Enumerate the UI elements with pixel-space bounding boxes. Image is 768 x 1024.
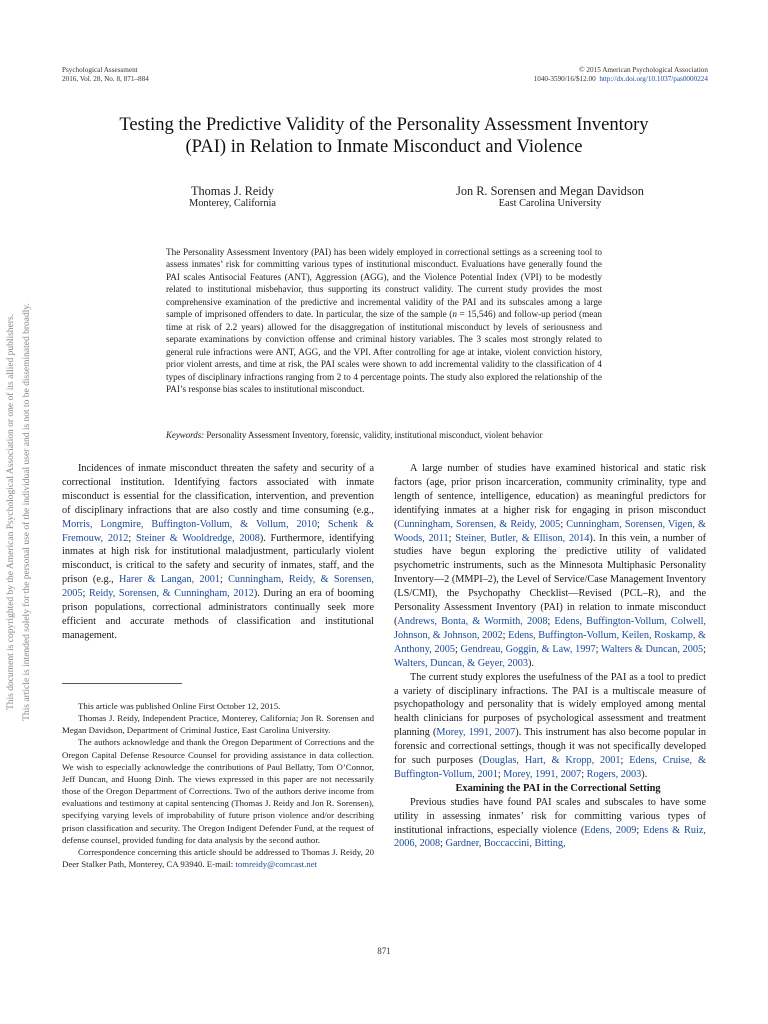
keywords-text: Personality Assessment Inventory, forensic, validity, institutional misconduct, violent behavior — [206, 430, 543, 440]
author-block-2 — [420, 184, 680, 210]
footnote: Correspondence concerning this article should be addressed to Thomas J. Reidy, 20 Deer Stalker Path, Monterey, CA 93940. E-mail: tomreidy@comcast.net — [62, 846, 374, 870]
paragraph: A large number of studies have examined historical and static risk factors (age, prior prison incarceration, community criminality, type and length of sentence, intelligence, education) as meaningful predictors for identifying inmates at a higher risk for engaging in prison misconduct (Cunningham, Sorensen, & Reidy, 2005; Cunningham, Sorensen, Vigen, & Woods, 2011; Steiner, Butler, & Ellison, 2014). In this vein, a number of studies have begun exploring the predictive utility of validated psychometric instruments, such as the Minnesota Multiphasic Personality Inventory—2 (MMPI–2), the Level of Service/Case Management Inventory (LS/CMI), the Psychopathy Checklist—Revised (PCL–R), and the Personality Assessment Inventory (PAI) in relation to inmate misconduct (Andrews, Bonta, & Wormith, 2008; Edens, Buffington-Vollum, Colwell, Johnson, & Johnson, 2002; Edens, Buffington-Vollum, Keilen, Roskamp, & Anthony, 2005; Gendreau, Goggin, & Law, 1997; Walters & Duncan, 2005; Walters, Duncan, & Geyer, 2003). — [394, 463, 706, 669]
author-block-1 — [140, 184, 325, 210]
footnote: This article was published Online First October 12, 2015. — [78, 701, 281, 711]
section-heading: Examining the PAI in the Correctional Setting — [455, 782, 661, 794]
copyright-text: © 2015 American Psychological Association — [579, 66, 708, 74]
keywords — [166, 429, 616, 441]
citation-link[interactable]: Walters & Duncan, 2005 — [601, 643, 704, 655]
citation-link[interactable]: Morey, 1991, 2007 — [436, 727, 516, 739]
author-affiliation: Monterey, California — [188, 198, 277, 209]
citation-link[interactable]: Schenk & Fremouw, 2012 — [62, 518, 374, 544]
citation-link[interactable]: Edens, 2009 — [584, 824, 637, 836]
citation-link[interactable]: Gendreau, Goggin, & Law, 1997 — [460, 643, 596, 655]
citation-link[interactable]: Steiner & Wooldredge, 2008 — [135, 532, 260, 544]
journal-name: Psychological Assessment — [62, 66, 138, 74]
title-line-2: (PAI) in Relation to Inmate Misconduct and Violence — [185, 136, 583, 157]
citation-link[interactable]: Gardner, Boccaccini, Bitting, — [445, 838, 566, 850]
paragraph: The current study explores the usefulness of the PAI as a tool to predict a variety of disciplinary infractions. The PAI is a multiscale measure of psychopathology and personality that is widely employed among mental health clinicians for purposes of psychological assessment and treatment planning (Morey, 1991, 2007). This instrument has also become popular in forensic and correctional settings, though it was not specifically developed for such purposes (Douglas, Hart, & Kropp, 2001; Edens, Cruise, & Buffington-Vollum, 2001; Morey, 1991, 2007; Rogers, 2003). — [394, 671, 706, 780]
right-column — [394, 462, 706, 851]
citation-link[interactable]: Morey, 1991, 2007 — [503, 768, 582, 780]
citation-link[interactable]: Reidy, Sorensen, & Cunningham, 2012 — [88, 588, 254, 600]
article-title — [60, 114, 708, 158]
citation-link[interactable]: Morris, Longmire, Buffington-Vollum, & Vollum, 2010 — [62, 518, 318, 530]
paragraph: Previous studies have found PAI scales and subscales to have some utility in assessing inmates’ risk for committing various types of institutional infractions, especially violence (Edens, 2009; Edens & Ruiz, 2006, 2008; Gardner, Boccaccini, Bitting, — [394, 796, 706, 850]
citation-link[interactable]: Edens, Cruise, & Buffington-Vollum, 2001 — [394, 755, 706, 780]
author-name: Jon R. Sorensen and Megan Davidson — [456, 184, 644, 198]
citation-link[interactable]: Harer & Langan, 2001 — [118, 574, 220, 586]
side-usage-notice: This article is intended solely for the personal use of the individual user and is not to be disseminated broadly. — [22, 303, 32, 721]
citation-link[interactable]: Edens, Buffington-Vollum, Colwell, Johnson, & Johnson, 2002 — [394, 615, 706, 641]
footnote-divider — [62, 683, 182, 684]
left-column — [62, 462, 374, 643]
citation-link[interactable]: Cunningham, Sorensen, & Reidy, 2005 — [397, 518, 561, 530]
author-name: Thomas J. Reidy — [191, 184, 274, 198]
footnote: The authors acknowledge and thank the Oregon Department of Corrections and the Oregon Capital Defense Resource Counsel for providing assistance in data collection. We wish to especially acknowledge the contributions of Paul Bellatty, Tom O’Connor, Jeff Duncan, and Huong Dinh. The views expressed in this paper are not necessarily those of the Oregon Department of Corrections. Two of the authors derive income from evaluations and testimony at capital sentencing (Thomas J. Reidy and Jon R. Sorensen), specifying varying levels of improbability of future prison violence and/or describing prison classification and security. The Oregon Indigent Defender Fund, at the request of defense counsel, provided funding for data analysis by the second author. — [62, 737, 374, 845]
author-affiliation: East Carolina University — [498, 198, 602, 209]
citation-link[interactable]: Edens, Buffington-Vollum, Keilen, Roskamp, & Anthony, 2005 — [394, 629, 706, 655]
footnote: Thomas J. Reidy, Independent Practice, Monterey, California; Jon R. Sorensen and Megan Davidson, Department of Criminal Justice, East Carolina University. — [62, 713, 374, 736]
citation-link[interactable]: Rogers, 2003 — [586, 768, 642, 780]
title-line-1: Testing the Predictive Validity of the Personality Assessment Inventory — [119, 114, 649, 135]
email-link[interactable]: tomreidy@comcast.net — [235, 859, 318, 870]
page-number: 871 — [377, 946, 391, 956]
keywords-label: Keywords: — [166, 430, 205, 440]
citation-link[interactable]: Cunningham, Reidy, & Sorensen, 2005 — [62, 574, 374, 600]
copyright-block — [534, 66, 708, 84]
footnotes — [62, 700, 374, 870]
doi-link[interactable]: http://dx.doi.org/10.1037/pas0000224 — [599, 75, 708, 83]
citation-link[interactable]: Cunningham, Sorensen, Vigen, & Woods, 2011 — [394, 518, 706, 544]
issn: 1040-3590/16/$12.00 — [533, 75, 596, 83]
citation-link[interactable]: Andrews, Bonta, & Wormith, 2008 — [397, 615, 548, 627]
citation-link[interactable]: Steiner, Butler, & Ellison, 2014 — [455, 532, 590, 544]
citation-link[interactable]: Walters, Duncan, & Geyer, 2003 — [394, 657, 528, 669]
issn-doi-line — [534, 75, 708, 84]
journal-info — [62, 66, 149, 84]
paragraph: Incidences of inmate misconduct threaten the safety and security of a correctional institution. Identifying factors associated with inmate misconduct is essential for the classification, intervention, and prevention of disciplinary infractions that are also costly and time consuming (e.g., Morris, Longmire, Buffington-Vollum, & Vollum, 2010; Schenk & Fremouw, 2012; Steiner & Wooldredge, 2008). Furthermore, identifying inmates at high risk for institutional maladjustment, particularly violent misconduct, is critical to the safety and security of inmates, staff, and the prison (e.g., Harer & Langan, 2001; Cunningham, Reidy, & Sorensen, 2005; Reidy, Sorensen, & Cunningham, 2012). During an era of booming prison populations, correctional administrators continually seek more efficient and accurate methods of classification and institutional management. — [62, 463, 374, 641]
abstract: The Personality Assessment Inventory (PAI) has been widely employed in correctional settings as a screening tool to assess inmates’ risk for committing various types of institutional misconduct. Evaluations have generally found the PAI scales Antisocial Features (ANT), Aggression (AGG), and the Violence Potential Index (VPI) to be modestly related to institutional misbehavior, thus supporting its construct validity. The current study provides the most comprehensive examination of the predictive and incremental validity of the PAI and its subscales among a large sample of imprisoned offenders to date. In particular, the size of the sample (n = 15,546) and follow-up period (mean time at risk of 2.2 years) allowed for the disaggregation of institutional misconduct by levels of seriousness and separate examinations by conviction offense and criminal history variables. The 3 scales most strongly related to general rule infractions were ANT, AGG, and the VPI. After controlling for age at intake, violent conviction history, prior violent arrests, and time at risk, the PAI scales were shown to add incremental validity to the classification of 4 types of disciplinary infractions ranging from 2 to 4 percentage points. The study also explored the relationship of the PAI’s response bias scales to institutional misconduct. — [166, 247, 602, 394]
citation-link[interactable]: Douglas, Hart, & Kropp, 2001 — [482, 755, 621, 767]
citation-link[interactable]: Edens & Ruiz, 2006, 2008 — [394, 824, 706, 850]
side-copyright-notice: This document is copyrighted by the American Psychological Association or one of its allied publishers. — [6, 313, 16, 711]
journal-issue: 2016, Vol. 28, No. 8, 871–884 — [62, 75, 149, 83]
